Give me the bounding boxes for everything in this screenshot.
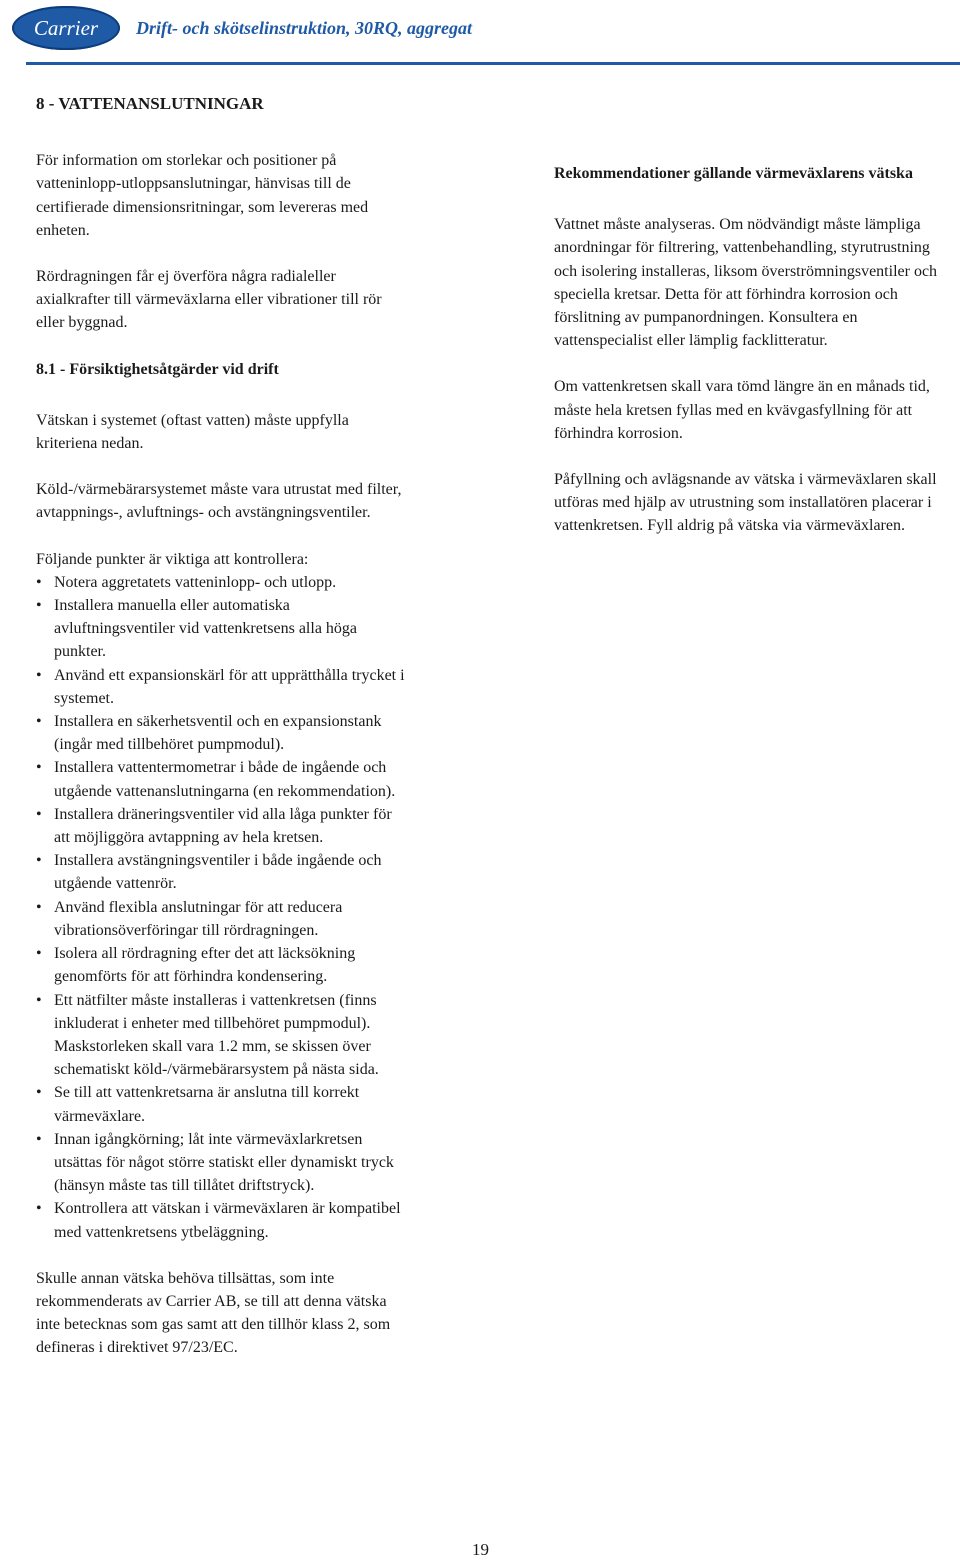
list-item: • Använd flexibla anslutningar för att reducera vibrationsöverföringar till rördragningen.: [36, 896, 408, 942]
list-item: • Installera avstängningsventiler i både ingående och utgående vattenrör.: [36, 849, 408, 895]
header-rule: [26, 62, 960, 65]
section-heading: 8 - VATTENANSLUTNINGAR: [36, 94, 264, 113]
checklist-intro: Följande punkter är viktiga att kontrollera:: [36, 550, 309, 568]
paragraph-draining: Om vattenkretsen skall vara tömd längre än en månads tid, måste hela kretsen fyllas med en kvävgasfyllning för att förhindra korrosion.: [554, 378, 930, 442]
list-item: • Installera en säkerhetsventil och en expansionstank (ingår med tillbehöret pumpmodul).: [36, 710, 408, 756]
list-item: • Innan igångkörning; låt inte värmeväxlarkretsen utsättas för något större statiskt eller dynamiskt tryck (hänsyn måste tas till tillåtet driftstryck).: [36, 1128, 408, 1198]
list-item: • Ett nätfilter måste installeras i vattenkretsen (finns inkluderat i enheter med tillbehöret pumpmodul). Maskstorleken skall vara 1.2 mm, se skissen över schematiskt köld-/värmebärarsystem på nästa sida.: [36, 989, 408, 1082]
recommendations-heading: Rekommendationer gällande värmeväxlarens vätska: [554, 165, 913, 182]
paragraph-filling: Påfyllning och avlägsnande av vätska i värmeväxlaren skall utföras med hjälp av utrustning som installatören placerar i vattenkretsen. Fyll aldrig på vätska via värmeväxlaren.: [554, 471, 937, 535]
subsection-heading: 8.1 - Försiktighetsåtgärder vid drift: [36, 360, 279, 378]
list-item: • Isolera all rördragning efter det att läcksökning genomförts för att förhindra kondensering.: [36, 942, 408, 988]
paragraph-dimensions: För information om storlekar och positioner på vatteninlopp-utloppsanslutningar, hänvisas till de certifierade dimensionsritningar, som levereras med enheten.: [36, 152, 369, 239]
page-number: 19: [472, 1540, 489, 1559]
paragraph-fluid: Vätskan i systemet (oftast vatten) måste uppfylla kriteriena nedan.: [36, 411, 349, 453]
paragraph-piping: Rördragningen får ej överföra några radialeller axialkrafter till värmeväxlarna eller vibrationer till rör eller byggnad.: [36, 268, 382, 332]
left-column: [36, 92, 408, 1383]
paragraph-closing: Skulle annan vätska behöva tillsättas, som inte rekommenderats av Carrier AB, se till att denna vätska inte betecknas som gas samt att den tillhör klass 2, som defineras i direktivet 97/23/EC.: [36, 1269, 391, 1357]
list-item: • Använd ett expansionskärl för att upprätthålla trycket i systemet.: [36, 664, 408, 710]
right-column: [554, 162, 950, 561]
document-title: Drift- och skötselinstruktion, 30RQ, aggregat: [136, 18, 473, 38]
paragraph-water-analysis: Vattnet måste analyseras. Om nödvändigt måste lämpliga anordningar för filtrering, vattenbehandling, styrutrustning och isolering installeras, liksom överströmningsventiler och speciella kretsar. Detta för att förhindra korrosion och förslitning av pumpanordningen. Konsultera en vattenspecialist eller lämplig facklitteratur.: [554, 216, 938, 350]
page-header: [0, 0, 960, 64]
carrier-logo: Carrier: [12, 6, 120, 50]
list-item: • Installera vattentermometrar i både de ingående och utgående vattenanslutningarna (en rekommendation).: [36, 756, 408, 802]
checklist: [36, 571, 408, 1244]
list-item: • Kontrollera att vätskan i värmeväxlaren är kompatibel med vattenkretsens ytbeläggning.: [36, 1197, 408, 1243]
list-item: • Installera dräneringsventiler vid alla låga punkter för att möjliggöra avtappning av hela kretsen.: [36, 803, 408, 849]
paragraph-system: Köld-/värmebärarsystemet måste vara utrustat med filter, avtappnings-, avluftnings- och avstängningsventiler.: [36, 481, 402, 522]
list-item: • Installera manuella eller automatiska avluftningsventiler vid vattenkretsens alla höga punkter.: [36, 594, 408, 664]
list-item: • Notera aggretatets vatteninlopp- och utlopp.: [36, 571, 408, 594]
list-item: • Se till att vattenkretsarna är anslutna till korrekt värmeväxlare.: [36, 1081, 408, 1127]
